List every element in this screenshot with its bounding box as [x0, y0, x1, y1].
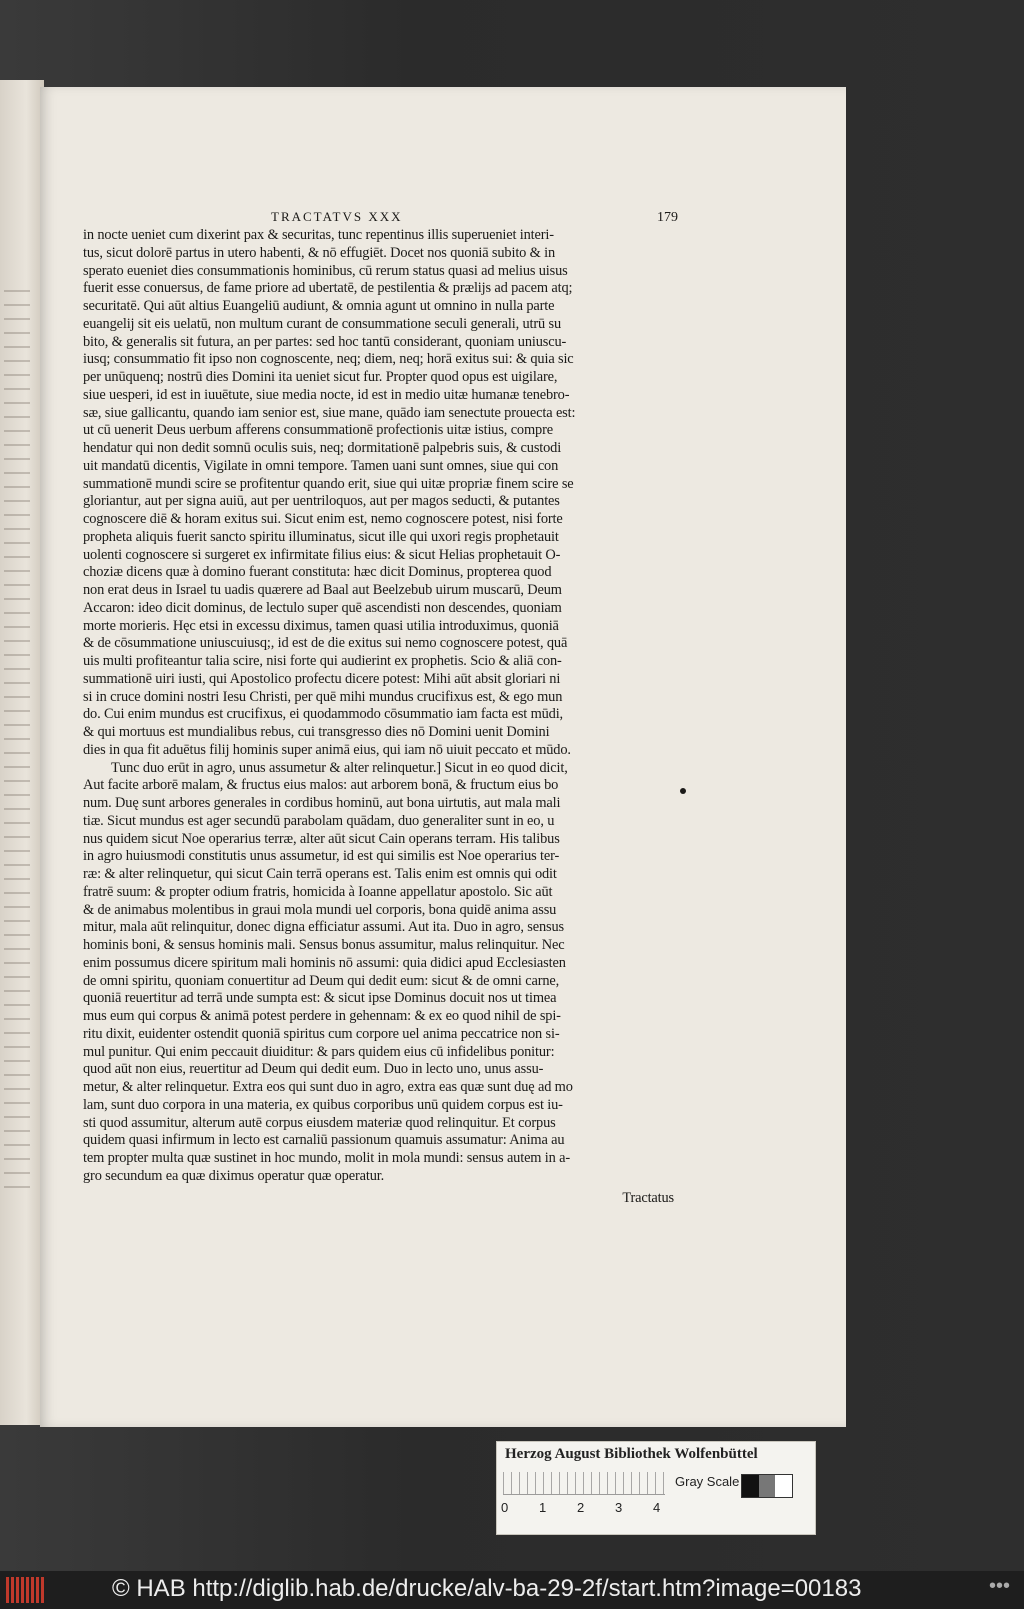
text-line: per unūquenq; nostrū dies Domini ita ueniet sicut fur. Propter quod opus est uigilare,: [83, 369, 558, 385]
margin-mark: [680, 788, 686, 794]
text-line: bito, & generalis sit futura, an per partes: sed hoc tantū considerant, quoniam uniuscu-: [83, 333, 567, 350]
text-line: tem propter multa quæ sustinet in hoc mundo, molit in mola mundi: sensus autem in a-: [83, 1150, 571, 1166]
facing-page-edge: [0, 80, 44, 1425]
text-line: euangelij sit eis uelatū, non multum curant de consummatione seculi generali, utrū su: [83, 315, 562, 332]
text-line: tiæ. Sicut mundus est ager secundū parabolam quādam, duo generaliter sunt in eo, u: [83, 812, 555, 829]
viewer-footer: [0, 1571, 1024, 1609]
text-line: ritu dixit, euidenter ostendit quoniā spiritus cum corpore uel anima peccatrice non si-: [83, 1025, 560, 1042]
text-line: mitur, mala aūt relinquitur, donec digna efficiatur assumi. Aut ita. Duo in agro, sensus: [83, 919, 564, 936]
text-line: Tunc duo erūt in agro, unus assumetur & alter relinquetur.] Sicut in eo quod dicit,: [111, 759, 568, 776]
text-line: quoniā reuertitur ad terrā unde sumpta est: & sicut ipse Dominus docuit nos ut timea: [83, 990, 557, 1007]
text-line: num. Duę sunt arbores generales in cordibus hominū, aut bona uirtutis, aut mala mali: [83, 795, 561, 811]
text-line: quod aūt non eius, reuertitur ad Deum qui dedit eum. Duo in lecto uno, unus assu-: [83, 1061, 544, 1078]
text-line: si in cruce domini nostri Iesu Christi, per quē mihi mundus crucifixus est, & ego mun: [83, 688, 563, 705]
text-line: cognoscere diē & horam exitus sui. Sicut enim est, nemo cognoscere potest, nisi forte: [83, 511, 563, 527]
text-line: hendatur qui non dedit somnū oculis suis, neq; dormitationē palpebris suis, & custodi: [83, 440, 562, 456]
ruler-number: 2: [577, 1500, 585, 1515]
gray-swatch-mid: [759, 1475, 776, 1497]
copyright-url[interactable]: © HAB http://diglib.hab.de/drucke/alv-ba-29-2f/start.htm?image=00183: [112, 1575, 862, 1602]
text-lines: [83, 227, 678, 1186]
text-line: sti quod assumitur, alterum autē corpus eiusdem materiæ quod relinquitur. Et corpus: [83, 1114, 556, 1131]
scale-ruler: [503, 1472, 665, 1495]
text-line: tus, sicut dolorē partus in utero habenti, & nō effugiēt. Docet nos quoniā subito & in: [83, 244, 556, 261]
text-line: uolenti cognoscere si surgeret ex infirmitate filius eius: & sicut Helias prophetauit O-: [83, 546, 561, 563]
text-line: nus quidem sicut Noe operarius terræ, alter aūt sicut Cain operans terram. His talibus: [83, 830, 560, 847]
text-line: ræ: & alter relinquetur, qui sicut Cain terrā operans est. Talis enim est omnis qui odit: [83, 866, 557, 882]
text-line: mus eum qui corpus & animā potest perdere in gehennam: & ex eo quod nihil de spi-: [83, 1008, 561, 1024]
text-line: sæ, siue gallicantu, quando iam senior est, siue mane, quādo iam senectute prouecta est:: [83, 404, 576, 421]
text-line: Aut facite arborē malam, & fructus eius malos: aut arborem bonā, & fructum eius bo: [83, 777, 559, 794]
gray-swatch-light: [775, 1475, 792, 1497]
text-line: do. Cui enim mundus est crucifixus, ei quodammodo cōsummatio iam facta est mūdi,: [83, 706, 563, 723]
page-text: [83, 208, 678, 1208]
text-line: gro secundum ea quæ diximus operatur quæ operatur.: [83, 1167, 385, 1184]
text-line: Accaron: ideo dicit dominus, de lectulo super quē ascendisti non descendes, quoniam: [83, 599, 562, 616]
text-line: mul punitur. Qui enim peccauit diuiditur: & pars quidem eius cū infidelibus ponitur:: [83, 1043, 555, 1060]
hab-logo-icon[interactable]: [6, 1577, 46, 1603]
text-line: fratrē suum: & propter odium fratris, homicida à Ioanne appellatur apostolo. Sic aūt: [83, 883, 553, 900]
text-line: securitatē. Qui aūt altius Euangeliū audiunt, & omnia agunt ut omnino in nulla parte: [83, 298, 555, 314]
text-line: quidem quasi infirmum in lecto est carnaliū passionum quamuis assumatur: Anima au: [83, 1132, 565, 1149]
text-line: morte morieris. Hęc etsi in excessu diximus, tamen quasi utilia introduximus, quoniā: [83, 617, 559, 634]
text-line: fuerit esse conuersus, de fame priore ad ubertatē, de pestilentia & prælijs ad pacem atq;: [83, 280, 573, 297]
ruler-number: 1: [539, 1500, 547, 1515]
text-line: ut cū uenerit Deus uerbum afferens consummationē profectionis uitæ istius, compre: [83, 422, 553, 439]
color-reference-card: [496, 1441, 816, 1535]
library-name: Herzog August Bibliothek Wolfenbüttel: [505, 1446, 758, 1462]
text-line: hominis boni, & sensus hominis mali. Sensus bonus assumitur, malus relinquitur. Nec: [83, 937, 565, 953]
gray-scale-label: Gray Scale: [675, 1474, 740, 1489]
text-line: uis multi profiteantur talia scire, nisi forte qui audierint ex prophetis. Scio & aliā con-: [83, 653, 562, 669]
text-line: summationē uiri iusti, qui Apostolico profectu dicere potest: Mihi aūt absit gloriari ni: [83, 670, 561, 687]
text-line: metur, & alter relinquetur. Extra eos qui sunt duo in agro, extra eas quæ sunt duę ad mo: [83, 1079, 573, 1095]
text-line: sperato eueniet dies consummationis hominibus, cū rerum status quasi ad melius uisus: [83, 262, 568, 279]
text-line: enim possumus dicere spiritum mali hominis nō assumi: quia didici apud Ecclesiasten: [83, 954, 566, 971]
gray-swatch-dark: [742, 1475, 759, 1497]
ruler-number: 4: [653, 1500, 661, 1515]
text-line: & de cōsummatione uniuscuiusq;, id est de die exitus sui nemo cognoscere potest, quā: [83, 635, 568, 652]
text-line: in agro huiusmodi constitutis unus assumetur, id est qui similis est Noe operarius ter-: [83, 848, 560, 865]
running-head: [83, 208, 678, 225]
more-options-icon[interactable]: •••: [988, 1575, 1010, 1597]
text-line: dies in qua fit aduētus filij hominis super animā eius, qui iam nō uiuit peccato et mūdo.: [83, 741, 571, 758]
text-line: de omni spiritu, quoniam conuertitur ad Deum qui dedit eum: sicut & de omni carne,: [83, 972, 560, 989]
text-line: non erat deus in Israel tu uadis quærere ad Baal aut Beelzebub uirum muscarū, Deum: [83, 582, 562, 598]
catchword: Tractatus: [622, 1189, 674, 1206]
text-line: siue uesperi, id est in iuuētute, siue media nocte, id est in medio uitæ humanæ tenebro-: [83, 386, 570, 403]
text-line: uit mandatū dicentis, Vigilate in omni tempore. Tamen uani sunt omnes, siue qui con: [83, 457, 559, 474]
ruler-number: 3: [615, 1500, 623, 1515]
running-head-title: TRACTATVS XXX: [271, 209, 403, 224]
text-line: iusq; consummatio fit ipso non cognoscente, neq; diem, neq; horā exitus sui: & quia sic: [83, 351, 574, 368]
facing-page-text-edge: [4, 290, 30, 1190]
text-line: & de animabus molentibus in graui mola mundi uel corporis, bona quidē anima assu: [83, 901, 557, 918]
text-line: choziæ dicens quæ à domino fuerant constituta: hæc dicit Dominus, propterea quod: [83, 564, 552, 581]
ruler-number: 0: [501, 1500, 509, 1515]
text-line: gloriantur, aut per signa auiū, aut per uentriloquos, aut per magos seducti, & putantes: [83, 493, 560, 510]
text-line: lam, sunt duo corpora in una materia, ex quibus corporibus unū quidem corpus est iu-: [83, 1096, 563, 1113]
text-line: propheta aliquis fuerit sancto spiritu illuminatus, sicut ille qui uxori regis prophetauit: [83, 528, 559, 545]
text-line: & qui mortuus est mundialibus rebus, cui transgresso dies nō Domini uenit Domini: [83, 724, 550, 740]
text-line: summationē mundi scire se profitentur quando erit, siue qui uitæ propriæ finem scire se: [83, 475, 574, 492]
gray-scale-swatch: [741, 1474, 793, 1498]
page-number: 179: [657, 210, 678, 225]
text-line: in nocte ueniet cum dixerint pax & securitas, tunc repentinus illis superueniet interi-: [83, 227, 554, 243]
